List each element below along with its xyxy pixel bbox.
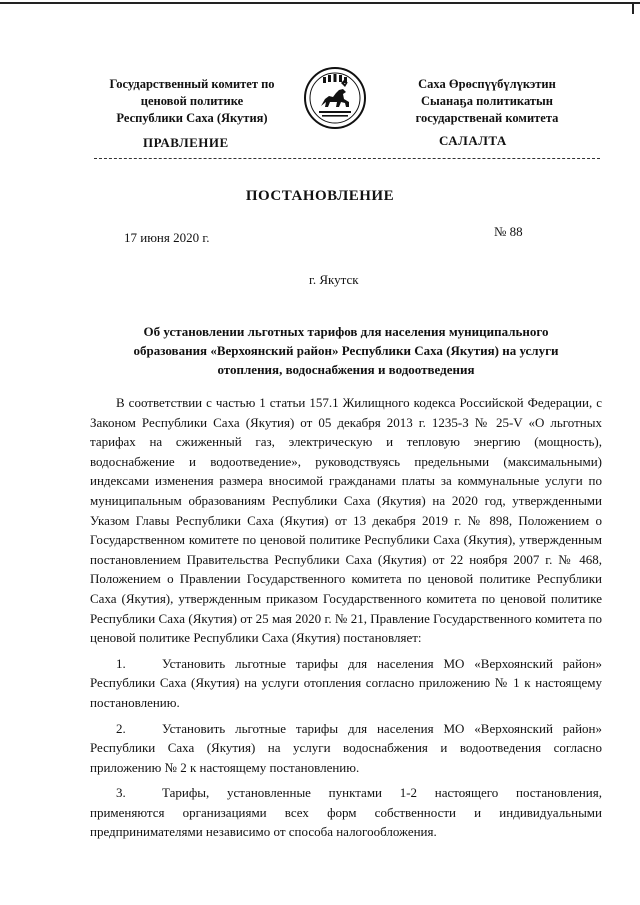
document-number: № 88 bbox=[494, 224, 523, 239]
header-left-line: Республики Саха (Якутия) bbox=[116, 111, 268, 125]
scan-corner-mark bbox=[632, 2, 634, 14]
coat-of-arms-yakutia-icon bbox=[303, 66, 367, 130]
document-date: 17 июня 2020 г. bbox=[124, 230, 210, 245]
resolution-item bbox=[90, 719, 602, 778]
header-right-line: Саха Өрөспүүбүлүкэтин bbox=[418, 77, 556, 91]
document-subject bbox=[90, 322, 602, 379]
subject-line: Об установлении льготных тарифов для населения муниципального bbox=[143, 324, 549, 339]
header-left-line: ценовой политике bbox=[140, 94, 244, 108]
resolution-item bbox=[90, 783, 602, 842]
document-city: г. Якутск bbox=[309, 272, 359, 287]
document-body bbox=[90, 393, 602, 842]
board-label-sah: САЛАЛТА bbox=[439, 133, 507, 148]
scan-top-border bbox=[0, 2, 640, 4]
board-label-ru: ПРАВЛЕНИЕ bbox=[143, 135, 229, 150]
header-right-block bbox=[382, 76, 592, 127]
header-divider bbox=[94, 158, 600, 159]
item-text: Установить льготные тарифы для населения МО «Верхоянский район» Республики Саха (Якутия) на услуги отопления согласно приложению № 1 к настоящему постановлению. bbox=[90, 655, 602, 710]
header-left-line: Государственный комитет по bbox=[109, 77, 275, 91]
item-number: 3. bbox=[116, 785, 126, 801]
header-right-line: Сыанаҕа политикатын bbox=[421, 94, 553, 108]
header-left-block bbox=[92, 76, 292, 127]
item-text: Тарифы, установленные пунктами 1-2 настоящего постановления, применяются организациями всех форм собственности и индивидуальными предпринимателями независимо от способа налогообложения. bbox=[90, 785, 602, 840]
header-right-line: государственай комитета bbox=[415, 111, 559, 125]
subject-line: отопления, водоснабжения и водоотведения bbox=[217, 362, 475, 377]
document-title: ПОСТАНОВЛЕНИЕ bbox=[245, 188, 395, 204]
resolution-item bbox=[90, 654, 602, 713]
item-text: Установить льготные тарифы для населения МО «Верхоянский район» Республики Саха (Якутия) на услуги водоснабжения и водоотведения согласно приложению № 2 к настоящему постановлению. bbox=[90, 720, 602, 775]
preamble-paragraph: В соответствии с частью 1 статьи 157.1 Жилищного кодекса Российской Федерации, с Законом Республики Саха (Якутия) от 05 декабря 2013 г. 1235-З № 25-V «О льготных тарифах на сжиженный газ, электрическую и тепловую энергию (мощность), водоснабжение и водоотведение», руководствуясь предельными (максимальными) индексами изменения размера вносимой гражданами платы за коммунальные услуги по муниципальным образованиям Республики Саха (Якутия) на 2020 год, утвержденными Указом Главы Республики Саха (Якутия) от 13 декабря 2019 г. № 898, Положением о Государственном комитете по ценовой политике Республики Саха (Якутия), утвержденным постановлением Правительства Республики Саха (Якутия) от 22 ноября 2007 г. № 468, Положением о Правлении Государственного комитета по ценовой политике Республики Саха (Якутия), утвержденным приказом Государственного комитета по ценовой политике Республики Саха (Якутия) от 25 мая 2020 г. № 21, Правление Государственного комитета по ценовой политике Республики Саха (Якутия) постановляет: bbox=[90, 395, 602, 646]
item-number: 1. bbox=[116, 655, 126, 671]
subject-line: образования «Верхоянский район» Республики Саха (Якутия) на услуги bbox=[133, 343, 559, 358]
item-number: 2. bbox=[116, 720, 126, 736]
